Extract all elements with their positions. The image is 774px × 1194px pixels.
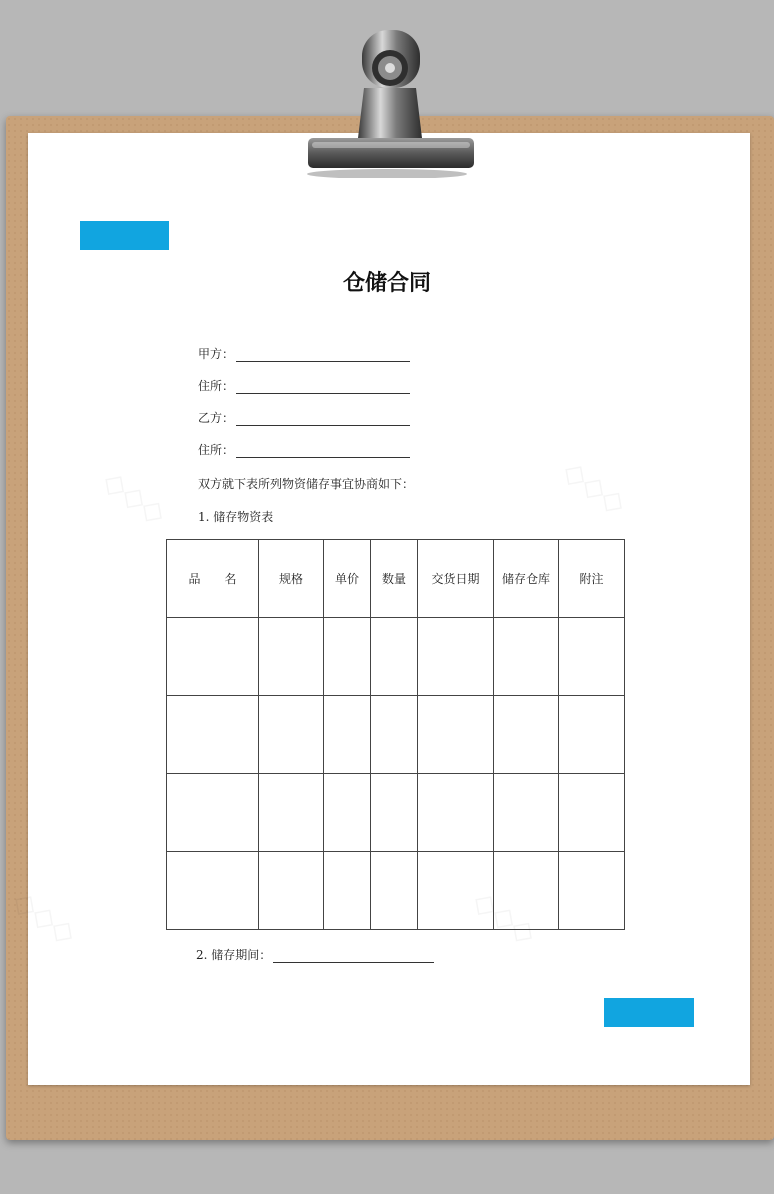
- binder-clip-icon: [292, 26, 482, 178]
- header-cell-remarks: 附注: [559, 540, 625, 618]
- party-b-input-line[interactable]: [236, 411, 410, 426]
- table-row: [167, 852, 625, 930]
- table-cell[interactable]: [259, 852, 324, 930]
- party-b-label: 乙方：: [198, 411, 235, 425]
- party-a-address-label: 住所：: [198, 379, 235, 393]
- party-b-address-label: 住所：: [198, 443, 235, 457]
- section1-heading: 1. 储存物资表: [198, 510, 274, 524]
- table-cell[interactable]: [559, 618, 625, 696]
- table-cell[interactable]: [559, 774, 625, 852]
- table-cell[interactable]: [559, 852, 625, 930]
- storage-period-label: 2. 储存期间：: [196, 948, 272, 962]
- header-cell-quantity: 数量: [371, 540, 418, 618]
- table-row: [167, 696, 625, 774]
- table-cell[interactable]: [418, 852, 494, 930]
- table-cell[interactable]: [259, 774, 324, 852]
- table-cell[interactable]: [324, 852, 371, 930]
- table-cell[interactable]: [418, 696, 494, 774]
- table-row: [167, 618, 625, 696]
- header-cell-delivery-date: 交货日期: [418, 540, 494, 618]
- table-cell[interactable]: [324, 774, 371, 852]
- table-cell[interactable]: [559, 696, 625, 774]
- table-cell[interactable]: [371, 696, 418, 774]
- table-row: [167, 774, 625, 852]
- header-cell-price: 单价: [324, 540, 371, 618]
- accent-bar-bottom: [604, 998, 694, 1027]
- accent-bar-top: [80, 221, 169, 250]
- party-a-address-input-line[interactable]: [236, 379, 410, 394]
- party-a-address-field: [198, 377, 410, 394]
- table-cell[interactable]: [494, 774, 559, 852]
- party-b-address-input-line[interactable]: [236, 443, 410, 458]
- inventory-table: [166, 539, 625, 930]
- table-cell[interactable]: [167, 618, 259, 696]
- table-cell[interactable]: [167, 774, 259, 852]
- table-header-row: [167, 540, 625, 618]
- table-cell[interactable]: [371, 774, 418, 852]
- table-cell[interactable]: [418, 774, 494, 852]
- table-cell[interactable]: [259, 696, 324, 774]
- header-cell-spec: 规格: [259, 540, 324, 618]
- party-a-input-line[interactable]: [236, 347, 410, 362]
- header-cell-warehouse: 储存仓库: [494, 540, 559, 618]
- table-cell[interactable]: [371, 852, 418, 930]
- party-b-field: [198, 409, 410, 426]
- table-cell[interactable]: [371, 618, 418, 696]
- table-cell[interactable]: [167, 696, 259, 774]
- table-cell[interactable]: [494, 696, 559, 774]
- storage-period-field: [196, 946, 434, 963]
- party-a-field: [198, 345, 410, 362]
- table-cell[interactable]: [494, 618, 559, 696]
- table-cell[interactable]: [324, 696, 371, 774]
- party-a-label: 甲方：: [198, 347, 235, 361]
- intro-text: 双方就下表所列物资储存事宜协商如下：: [198, 477, 415, 491]
- table-cell[interactable]: [259, 618, 324, 696]
- table-cell[interactable]: [494, 852, 559, 930]
- table-cell[interactable]: [167, 852, 259, 930]
- table-cell[interactable]: [418, 618, 494, 696]
- party-b-address-field: [198, 441, 410, 458]
- table-cell[interactable]: [324, 618, 371, 696]
- document-title: 仓储合同: [342, 271, 431, 296]
- storage-period-input-line[interactable]: [273, 948, 434, 963]
- header-cell-name: 品 名: [167, 540, 259, 618]
